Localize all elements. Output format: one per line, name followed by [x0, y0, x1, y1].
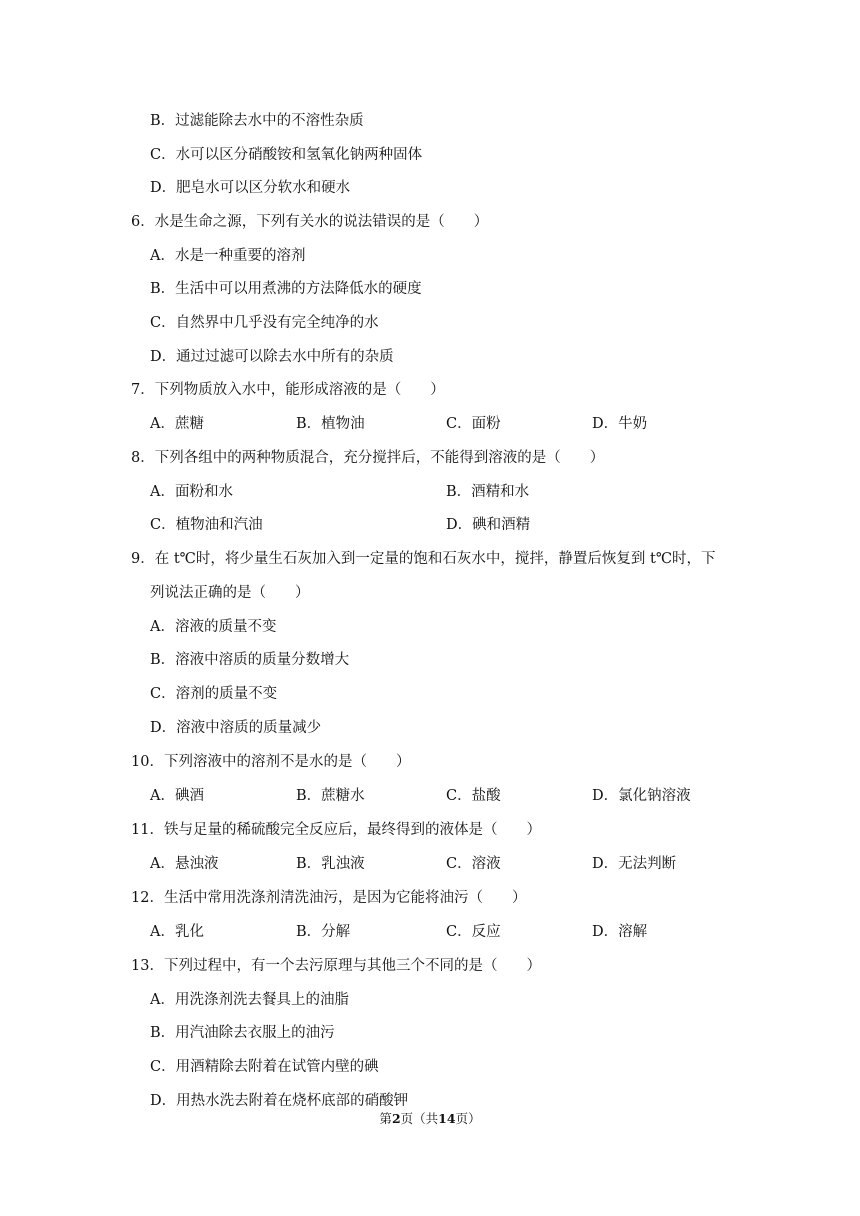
q9-option-a: A．溶液的质量不变 — [150, 619, 277, 635]
q6-stem: 6．水是生命之源，下列有关水的说法错误的是（ ） — [131, 214, 489, 230]
q9-option-c: C．溶剂的质量不变 — [150, 686, 278, 702]
q7-option-b: B．植物油 — [296, 416, 365, 432]
q5-option-d: D．肥皂水可以区分软水和硬水 — [150, 180, 351, 196]
footer-middle: 页（共 — [400, 1111, 439, 1126]
footer-page-number: 2 — [391, 1111, 401, 1126]
q8-option-c: C．植物油和汽油 — [150, 517, 263, 533]
q10-option-d: D．氯化钠溶液 — [592, 788, 691, 804]
q10-option-b: B．蔗糖水 — [296, 788, 365, 804]
q8-option-d: D．碘和酒精 — [446, 517, 531, 533]
q12-option-d: D．溶解 — [592, 924, 648, 940]
q7-option-d: D．牛奶 — [592, 416, 648, 432]
q11-option-b: B．乳浊液 — [296, 856, 365, 872]
q11-option-c: C．溶液 — [446, 856, 501, 872]
page-footer — [0, 1110, 860, 1128]
q6-option-b: B．生活中可以用煮沸的方法降低水的硬度 — [150, 281, 422, 297]
q6-option-c: C．自然界中几乎没有完全纯净的水 — [150, 315, 379, 331]
q13-option-b: B．用汽油除去衣服上的油污 — [150, 1025, 335, 1041]
q8-options-row2 — [150, 515, 750, 535]
q5-option-b: B．过滤能除去水中的不溶性杂质 — [150, 113, 364, 129]
q12-option-a: A．乳化 — [150, 924, 204, 940]
q11-stem: 11．铁与足量的稀硫酸完全反应后，最终得到的液体是（ ） — [131, 822, 541, 838]
q11-option-a: A．悬浊液 — [150, 856, 219, 872]
q9-stem-line1: 9．在 t℃时，将少量生石灰加入到一定量的饱和石灰水中，搅拌，静置后恢复到 t℃时，下 — [131, 551, 716, 567]
q13-option-a: A．用洗涤剂洗去餐具上的油脂 — [150, 992, 349, 1008]
q13-stem: 13．下列过程中，有一个去污原理与其他三个不同的是（ ） — [131, 958, 541, 974]
q11-options — [150, 854, 750, 874]
q7-options — [150, 414, 750, 434]
q9-option-d: D．溶液中溶质的质量减少 — [150, 720, 322, 736]
q11-option-d: D．无法判断 — [592, 856, 677, 872]
q10-options — [150, 786, 750, 806]
q10-option-c: C．盐酸 — [446, 788, 501, 804]
footer-suffix: 页） — [455, 1111, 481, 1126]
footer-prefix: 第 — [379, 1111, 392, 1126]
q7-stem: 7．下列物质放入水中，能形成溶液的是（ ） — [131, 382, 445, 398]
q8-options-row1 — [150, 482, 750, 502]
q5-option-c: C．水可以区分硝酸铵和氢氧化钠两种固体 — [150, 147, 423, 163]
q7-option-a: A．蔗糖 — [150, 416, 204, 432]
q6-option-d: D．通过过滤可以除去水中所有的杂质 — [150, 349, 394, 365]
q9-option-b: B．溶液中溶质的质量分数增大 — [150, 652, 350, 668]
q10-option-a: A．碘酒 — [150, 788, 204, 804]
q12-options — [150, 922, 750, 942]
q13-option-c: C．用酒精除去附着在试管内壁的碘 — [150, 1059, 379, 1075]
q8-option-b: B．酒精和水 — [446, 484, 530, 500]
footer-total-pages: 14 — [438, 1111, 456, 1126]
q9-stem-line2: 列说法正确的是（ ） — [150, 585, 310, 601]
q6-option-a: A．水是一种重要的溶剂 — [150, 248, 306, 264]
q7-option-c: C．面粉 — [446, 416, 501, 432]
q12-option-c: C．反应 — [446, 924, 501, 940]
q10-stem: 10．下列溶液中的溶剂不是水的是（ ） — [131, 754, 411, 770]
q13-option-d: D．用热水洗去附着在烧杯底部的硝酸钾 — [150, 1093, 409, 1109]
q12-option-b: B．分解 — [296, 924, 351, 940]
q8-option-a: A．面粉和水 — [150, 484, 233, 500]
q8-stem: 8．下列各组中的两种物质混合，充分搅拌后，不能得到溶液的是（ ） — [131, 450, 605, 466]
q12-stem: 12．生活中常用洗涤剂清洗油污，是因为它能将油污（ ） — [131, 890, 527, 906]
